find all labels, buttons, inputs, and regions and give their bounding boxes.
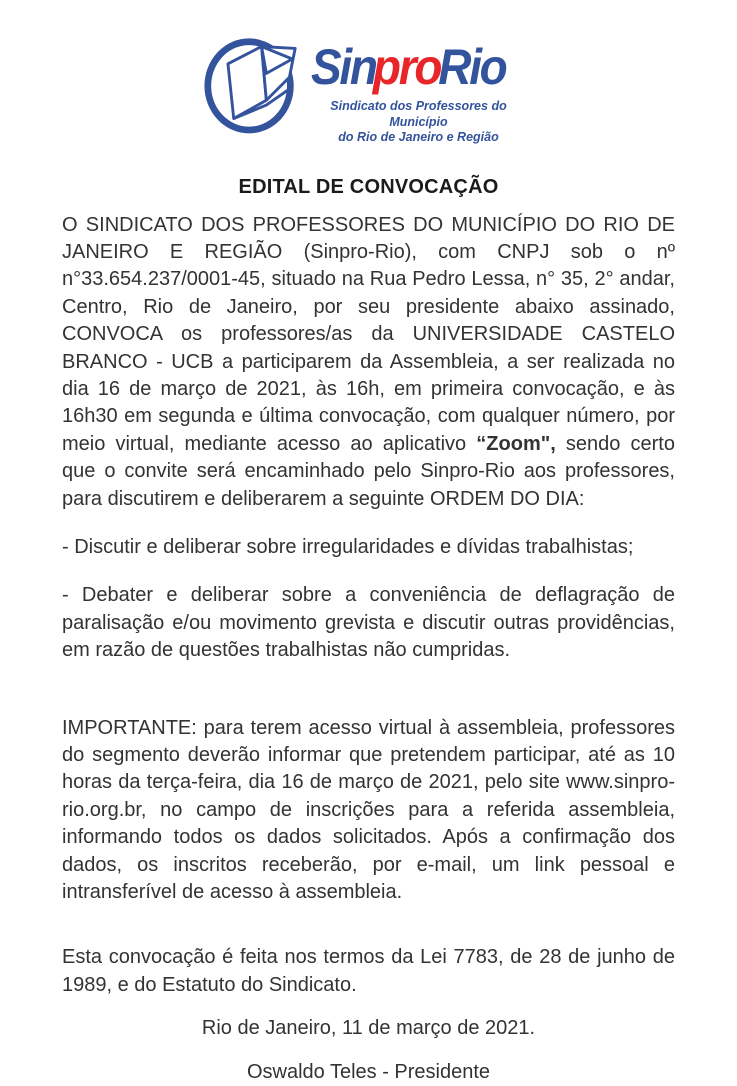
logo-wordmark [311, 42, 509, 92]
paragraph-lei [62, 944, 675, 999]
tagline-line-1: Sindicato dos Professores do Município [311, 99, 526, 130]
wordmark-rio: Rio [438, 39, 505, 95]
paragraph-importante-segment: IMPORTANTE: para terem acesso virtual à assembleia, professores do segmento deverão informar que pretendem participar, até as 10 horas da terça-feira, dia 16 de março de 2021, pelo site www.sinpro-rio.org.br, no campo de inscrições para a referida assembleia, informando todos os dados solicitados. Após a confirmação dos dados, os inscritos receberão, por e-mail, um link pessoal e intransferível de acesso à assembleia. [62, 717, 675, 903]
wordmark-sin: Sin [311, 39, 376, 95]
document-title: EDITAL DE CONVOCAÇÃO [62, 176, 675, 199]
paragraph-data-local [62, 1015, 675, 1042]
open-book-icon [203, 30, 299, 136]
paragraph-ordem-item-2 [62, 582, 675, 664]
logo-tagline [311, 99, 526, 146]
paragraph-importante [62, 715, 675, 907]
paragraph-convocacao-segment: sendo certo que o convite será encaminhado pelo Sinpro-Rio aos professores, para discutirem e deliberarem a seguinte ORDEM DO DIA: [62, 433, 675, 510]
paragraph-ordem-item-1 [62, 534, 675, 561]
paragraph-convocacao-segment: “Zoom", [476, 433, 555, 455]
paragraph-ordem-item-1-segment: - Discutir e deliberar sobre irregularidades e dívidas trabalhistas; [62, 536, 633, 558]
wordmark-pro: pro [373, 39, 440, 95]
logo-text-block [311, 30, 526, 146]
tagline-line-2: do Rio de Janeiro e Região [311, 130, 526, 146]
paragraph-convocacao [62, 212, 675, 513]
paragraph-data-local-segment: Rio de Janeiro, 11 de março de 2021. [202, 1017, 535, 1039]
paragraph-convocacao-segment: O SINDICATO DOS PROFESSORES DO MUNICÍPIO DO RIO DE JANEIRO E REGIÃO (Sinpro-Rio), com CNPJ sob o nº n°33.654.237/0001-45, situado na Rua Pedro Lessa, n° 35, 2° andar, Centro, Rio de Janeiro, por seu presidente abaixo assinado, CONVOCA os professores/as da UNIVERSIDADE CASTELO BRANCO - UCB a participarem da Assembleia, a ser realizada no dia 16 de março de 2021, às 16h, em primeira convocação, e às 16h30 em segunda e última convocação, com qualquer número, por meio virtual, mediante acesso ao aplicativo [62, 214, 675, 455]
paragraph-ordem-item-2-segment: - Debater e deliberar sobre a conveniência de deflagração de paralisação e/ou movimento grevista e discutir outras providências, em razão de questões trabalhistas não cumpridas. [62, 584, 675, 661]
document-body [62, 212, 675, 1086]
paragraph-assinatura-segment: Oswaldo Teles - Presidente [247, 1061, 490, 1083]
sinpro-rio-logo [62, 30, 667, 146]
paragraph-assinatura [62, 1059, 675, 1086]
paragraph-lei-segment: Esta convocação é feita nos termos da Lei 7783, de 28 de junho de 1989, e do Estatuto do Sindicato. [62, 946, 675, 995]
